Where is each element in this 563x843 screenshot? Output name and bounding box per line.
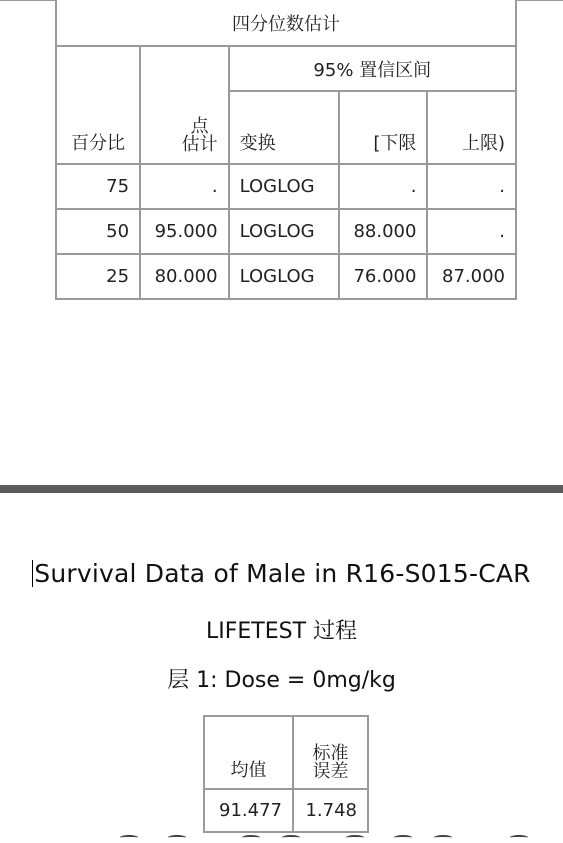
- table-row: [56, 209, 516, 254]
- header-standard-error-top: 标准: [312, 743, 349, 764]
- table-row: [204, 789, 368, 832]
- procedure-title: LIFETEST 过程: [205, 619, 358, 644]
- cell-percent: 50: [56, 209, 140, 254]
- header-transform: 变换: [229, 91, 339, 164]
- quartile-estimates-table: [55, 0, 517, 300]
- cell-percent: 75: [56, 164, 140, 209]
- cell-upper: .: [427, 164, 516, 209]
- cell-percent: 25: [56, 254, 140, 299]
- header-row-1: [56, 46, 516, 91]
- cell-lower: 76.000: [339, 254, 428, 299]
- cell-transform: LOGLOG: [229, 209, 339, 254]
- table-caption: 四分位数估计: [56, 0, 516, 46]
- table-caption-row: [56, 0, 516, 46]
- header-point-estimate-top: 点: [190, 116, 209, 137]
- clipped-text-line: [0, 831, 563, 843]
- cell-estimate: 95.000: [140, 209, 229, 254]
- cell-transform: LOGLOG: [229, 164, 339, 209]
- page-title-text[interactable]: Survival Data of Male in R16-S015-CAR: [34, 559, 531, 588]
- header-confidence-interval: 95% 置信区间: [229, 46, 516, 91]
- cell-mean: 91.477: [204, 789, 293, 832]
- cell-upper: 87.000: [427, 254, 516, 299]
- cell-transform: LOGLOG: [229, 254, 339, 299]
- page-break-divider: [0, 485, 563, 493]
- header-lower-limit: [下限: [339, 91, 428, 164]
- cell-estimate: .: [140, 164, 229, 209]
- table-row: [56, 254, 516, 299]
- header-point-estimate: [140, 46, 229, 164]
- header-upper-limit: 上限): [427, 91, 516, 164]
- cell-lower: .: [339, 164, 428, 209]
- cell-lower: 88.000: [339, 209, 428, 254]
- header-mean: 均值: [204, 716, 293, 789]
- cell-estimate: 80.000: [140, 254, 229, 299]
- header-point-estimate-bottom: 估计: [181, 134, 218, 155]
- mean-table: [203, 715, 369, 833]
- stratum-title: 层 1: Dose = 0mg/kg: [167, 668, 396, 693]
- header-standard-error: [293, 716, 368, 789]
- header-standard-error-bottom: 误差: [312, 761, 349, 782]
- mean-table-header-row: [204, 716, 368, 789]
- cell-standard-error: 1.748: [293, 789, 368, 832]
- table-row: [56, 164, 516, 209]
- page-title: [0, 559, 563, 588]
- cell-upper: .: [427, 209, 516, 254]
- header-percent: 百分比: [56, 46, 140, 164]
